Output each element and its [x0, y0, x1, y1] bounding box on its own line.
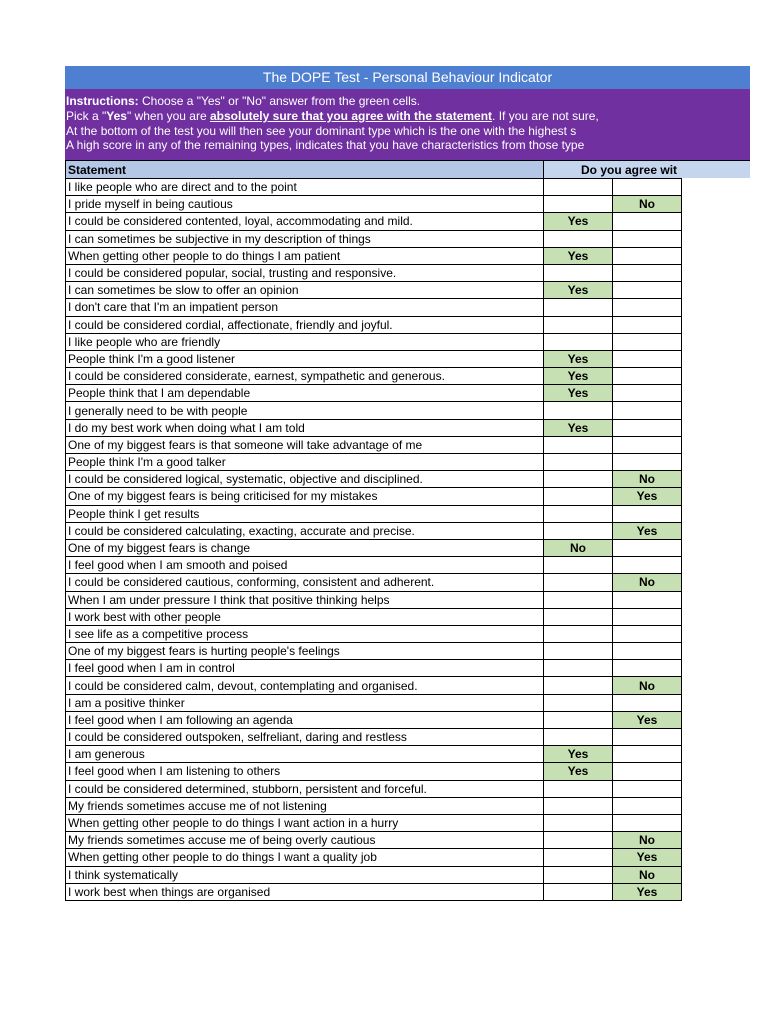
table-row — [66, 454, 682, 471]
table-row — [66, 660, 682, 677]
answer-cell-b — [613, 316, 682, 333]
answer-cell-b — [613, 814, 682, 831]
answer-cell-a[interactable]: Yes — [544, 282, 613, 299]
statement-cell: I feel good when I am listening to others — [66, 763, 544, 780]
answer-cell-a — [544, 454, 613, 471]
answer-cell-b — [613, 350, 682, 367]
table-row — [66, 832, 682, 849]
answer-cell-a — [544, 179, 613, 196]
table-row — [66, 179, 682, 196]
answer-cell-b — [613, 385, 682, 402]
table-row — [66, 299, 682, 316]
statement-cell: I could be considered contented, loyal, accommodating and mild. — [66, 213, 544, 230]
sheet-title: The DOPE Test - Personal Behaviour Indicator — [65, 66, 750, 89]
answer-cell-b[interactable]: No — [613, 866, 682, 883]
table-row — [66, 557, 682, 574]
answer-cell-a[interactable]: Yes — [544, 213, 613, 230]
table-row — [66, 368, 682, 385]
statement-cell: People think I'm a good listener — [66, 350, 544, 367]
answer-cell-b — [613, 625, 682, 642]
answer-cell-a[interactable]: Yes — [544, 763, 613, 780]
table-row — [66, 230, 682, 247]
answer-cell-a — [544, 264, 613, 281]
statement-cell: My friends sometimes accuse me of being overly cautious — [66, 832, 544, 849]
answer-cell-a — [544, 591, 613, 608]
answer-cell-b — [613, 419, 682, 436]
table-row — [66, 814, 682, 831]
statement-cell: I could be considered cordial, affectionate, friendly and joyful. — [66, 316, 544, 333]
answer-cell-b[interactable]: No — [613, 471, 682, 488]
table-row — [66, 522, 682, 539]
table-row — [66, 746, 682, 763]
statement-cell: I could be considered calculating, exacting, accurate and precise. — [66, 522, 544, 539]
answer-cell-a[interactable]: Yes — [544, 368, 613, 385]
answer-cell-a — [544, 299, 613, 316]
table-row — [66, 213, 682, 230]
instructions-text-2c: " when you are — [126, 108, 210, 123]
answer-cell-a[interactable]: Yes — [544, 419, 613, 436]
answer-cell-b — [613, 660, 682, 677]
answer-cell-b — [613, 299, 682, 316]
table-row — [66, 436, 682, 453]
answer-cell-a — [544, 729, 613, 746]
statement-cell: I work best with other people — [66, 608, 544, 625]
answer-cell-a — [544, 677, 613, 694]
answer-cell-b — [613, 643, 682, 660]
answer-cell-b — [613, 333, 682, 350]
statement-cell: One of my biggest fears is being criticised for my mistakes — [66, 488, 544, 505]
answer-cell-b[interactable]: No — [613, 196, 682, 213]
answer-cell-a — [544, 436, 613, 453]
statement-cell: People think I'm a good talker — [66, 454, 544, 471]
answer-cell-a — [544, 660, 613, 677]
spreadsheet — [65, 66, 750, 901]
table-row — [66, 264, 682, 281]
instructions-emphasis: absolutely sure that you agree with the statement — [209, 108, 493, 123]
statement-cell: One of my biggest fears is that someone will take advantage of me — [66, 436, 544, 453]
table-row — [66, 385, 682, 402]
answer-cell-a — [544, 780, 613, 797]
statement-cell: I like people who are direct and to the point — [66, 179, 544, 196]
instructions-line-2 — [66, 109, 750, 124]
statement-cell: I could be considered popular, social, trusting and responsive. — [66, 264, 544, 281]
answer-cell-b — [613, 454, 682, 471]
instructions-text-2e: . If you are not sure, — [492, 108, 599, 123]
instructions-text-2b: Yes — [106, 108, 127, 123]
answer-cell-b[interactable]: Yes — [613, 711, 682, 728]
instructions-line-1 — [66, 94, 750, 109]
statement-cell: People think that I am dependable — [66, 385, 544, 402]
answer-cell-a[interactable]: Yes — [544, 385, 613, 402]
table-row — [66, 677, 682, 694]
table-row — [66, 797, 682, 814]
statement-column-header: Statement — [65, 161, 543, 178]
statement-cell: I can sometimes be subjective in my description of things — [66, 230, 544, 247]
answer-cell-a — [544, 574, 613, 591]
statement-cell: I could be considered determined, stubborn, persistent and forceful. — [66, 780, 544, 797]
table-row — [66, 247, 682, 264]
answer-cell-b — [613, 264, 682, 281]
answer-cell-b — [613, 505, 682, 522]
table-row — [66, 866, 682, 883]
answer-cell-b[interactable]: No — [613, 832, 682, 849]
answer-cell-b[interactable]: No — [613, 677, 682, 694]
instructions-line-4: A high score in any of the remaining types, indicates that you have characteristics from those type — [66, 138, 585, 153]
answer-cell-a — [544, 230, 613, 247]
statement-cell: When getting other people to do things I want a quality job — [66, 849, 544, 866]
answer-cell-a[interactable]: Yes — [544, 247, 613, 264]
statement-cell: I am a positive thinker — [66, 694, 544, 711]
answer-cell-a[interactable]: Yes — [544, 350, 613, 367]
answer-cell-a — [544, 797, 613, 814]
answer-cell-a — [544, 505, 613, 522]
statement-cell: People think I get results — [66, 505, 544, 522]
answer-cell-b — [613, 694, 682, 711]
table-row — [66, 780, 682, 797]
instructions-text-2a: Pick a " — [66, 108, 107, 123]
table-row — [66, 643, 682, 660]
statement-cell: I am generous — [66, 746, 544, 763]
table-row — [66, 539, 682, 556]
table-row — [66, 608, 682, 625]
answer-cell-b — [613, 608, 682, 625]
answer-cell-a — [544, 471, 613, 488]
table-row — [66, 402, 682, 419]
answer-cell-a — [544, 402, 613, 419]
answer-cell-b — [613, 368, 682, 385]
answer-cell-a — [544, 522, 613, 539]
answer-cell-b — [613, 539, 682, 556]
table-row — [66, 333, 682, 350]
answer-cell-b — [613, 282, 682, 299]
answer-cell-a — [544, 694, 613, 711]
table-row — [66, 883, 682, 900]
answer-cell-a — [544, 643, 613, 660]
table-row — [66, 471, 682, 488]
statement-cell: I generally need to be with people — [66, 402, 544, 419]
answer-cell-b[interactable]: Yes — [613, 883, 682, 900]
table-row — [66, 419, 682, 436]
statement-cell: I see life as a competitive process — [66, 625, 544, 642]
statements-table — [65, 178, 682, 901]
statement-cell: One of my biggest fears is change — [66, 539, 544, 556]
statement-cell: I pride myself in being cautious — [66, 196, 544, 213]
statement-cell: I feel good when I am in control — [66, 660, 544, 677]
answer-cell-a — [544, 849, 613, 866]
answer-cell-b — [613, 763, 682, 780]
answer-cell-a — [544, 814, 613, 831]
statement-cell: When getting other people to do things I want action in a hurry — [66, 814, 544, 831]
statement-cell: One of my biggest fears is hurting people's feelings — [66, 643, 544, 660]
statement-cell: I think systematically — [66, 866, 544, 883]
table-row — [66, 505, 682, 522]
answer-cell-b — [613, 402, 682, 419]
answer-cell-b — [613, 557, 682, 574]
answer-cell-b[interactable]: No — [613, 574, 682, 591]
table-row — [66, 350, 682, 367]
table-row — [66, 316, 682, 333]
statement-cell: I could be considered cautious, conforming, consistent and adherent. — [66, 574, 544, 591]
table-row — [66, 282, 682, 299]
statement-cell: When I am under pressure I think that positive thinking helps — [66, 591, 544, 608]
instructions-label: Instructions: — [66, 94, 139, 108]
table-row — [66, 574, 682, 591]
answer-cell-b — [613, 780, 682, 797]
statement-cell: My friends sometimes accuse me of not listening — [66, 797, 544, 814]
table-row — [66, 711, 682, 728]
table-row — [66, 625, 682, 642]
agree-column-header: Do you agree wit — [543, 161, 750, 178]
table-row — [66, 488, 682, 505]
statement-cell: When getting other people to do things I am patient — [66, 247, 544, 264]
statement-cell: I like people who are friendly — [66, 333, 544, 350]
instructions-text-1: Choose a "Yes" or "No" answer from the green cells. — [138, 94, 421, 108]
instructions-panel — [65, 89, 750, 160]
table-row — [66, 729, 682, 746]
answer-cell-b — [613, 797, 682, 814]
answer-cell-b — [613, 247, 682, 264]
answer-cell-b — [613, 230, 682, 247]
answer-cell-a — [544, 608, 613, 625]
answer-cell-b[interactable]: Yes — [613, 849, 682, 866]
statement-cell: I do my best work when doing what I am told — [66, 419, 544, 436]
answer-cell-a — [544, 883, 613, 900]
answer-cell-b — [613, 729, 682, 746]
statement-cell: I could be considered considerate, earnest, sympathetic and generous. — [66, 368, 544, 385]
answer-cell-a — [544, 625, 613, 642]
answer-cell-b[interactable]: Yes — [613, 488, 682, 505]
statement-cell: I feel good when I am following an agenda — [66, 711, 544, 728]
answer-cell-a — [544, 333, 613, 350]
table-row — [66, 849, 682, 866]
answer-cell-a — [544, 316, 613, 333]
answer-cell-b — [613, 591, 682, 608]
answer-cell-b[interactable]: Yes — [613, 522, 682, 539]
instructions-line-3: At the bottom of the test you will then see your dominant type which is the one with the highest s — [66, 123, 577, 138]
table-row — [66, 196, 682, 213]
answer-cell-a[interactable]: Yes — [544, 746, 613, 763]
statement-cell: I can sometimes be slow to offer an opinion — [66, 282, 544, 299]
table-row — [66, 591, 682, 608]
answer-cell-b — [613, 213, 682, 230]
statement-cell: I work best when things are organised — [66, 883, 544, 900]
statement-cell: I don't care that I'm an impatient person — [66, 299, 544, 316]
table-row — [66, 763, 682, 780]
answer-cell-b — [613, 179, 682, 196]
answer-cell-a — [544, 488, 613, 505]
answer-cell-a — [544, 196, 613, 213]
answer-cell-a[interactable]: No — [544, 539, 613, 556]
statement-cell: I feel good when I am smooth and poised — [66, 557, 544, 574]
answer-cell-a — [544, 711, 613, 728]
answer-cell-a — [544, 832, 613, 849]
table-header — [65, 160, 750, 178]
answer-cell-b — [613, 436, 682, 453]
answer-cell-a — [544, 866, 613, 883]
statement-cell: I could be considered calm, devout, contemplating and organised. — [66, 677, 544, 694]
table-row — [66, 694, 682, 711]
answer-cell-b — [613, 746, 682, 763]
statement-cell: I could be considered logical, systematic, objective and disciplined. — [66, 471, 544, 488]
statement-cell: I could be considered outspoken, selfreliant, daring and restless — [66, 729, 544, 746]
answer-cell-a — [544, 557, 613, 574]
